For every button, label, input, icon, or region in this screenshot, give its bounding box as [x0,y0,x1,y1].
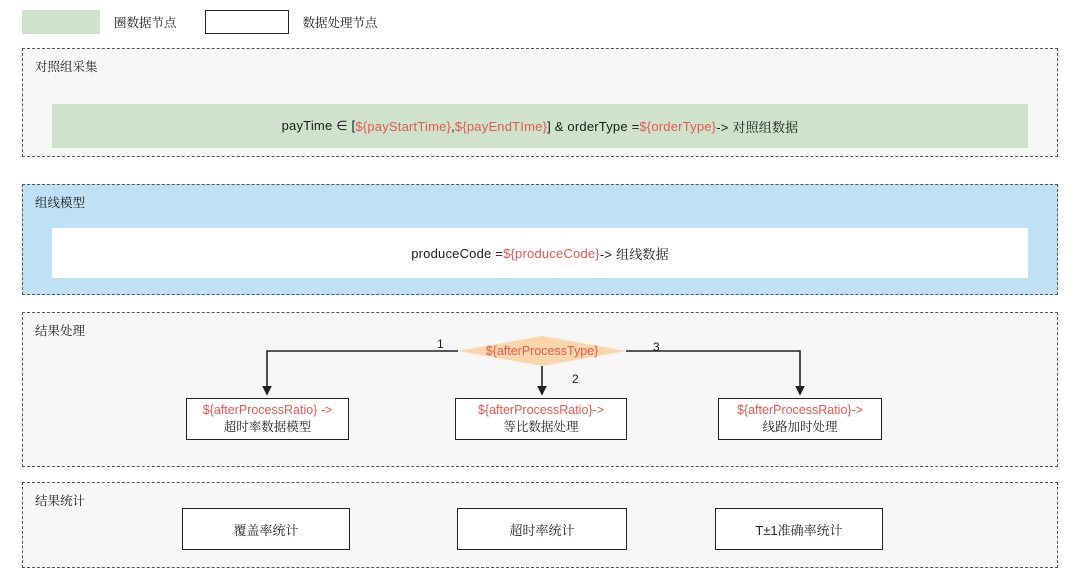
legend-swatch-process-node [205,10,289,34]
group-expr-tail: -> 组线数据 [599,246,669,262]
collect-expr-suffix: ] & orderType = [547,118,640,134]
result-node-2-line1: ${afterProcessRatio}-> [477,403,605,417]
stat-node-timeout-rate: 超时率统计 [457,508,627,550]
result-node-proportional-process [455,398,627,440]
group-data-node [52,228,1028,278]
result-node-line-time-add [718,398,882,440]
legend-label-data-node: 圈数据节点 [114,16,177,30]
collect-var-order-type: ${orderType} [639,118,717,134]
edge-label-1: 1 [437,337,444,351]
collect-data-node [52,104,1028,148]
decision-after-process-type [458,336,626,366]
collect-expr-mid: , [451,118,455,134]
result-node-3-line1: ${afterProcessRatio}-> [736,403,864,417]
result-node-3-line2: 线路加时处理 [762,420,838,434]
group-var-produce-code: ${produceCode} [503,245,600,261]
collect-var-pay-start-time: ${payStartTime} [355,118,452,134]
section-collect-title: 对照组采集 [35,60,98,74]
decision-label: ${afterProcessType} [485,344,599,358]
stat-node-t-accuracy-rate: T±1准确率统计 [715,508,883,550]
section-result-title: 结果处理 [35,324,86,338]
result-node-timeout-model [186,398,349,440]
section-group-title: 组线模型 [35,196,86,210]
collect-expr-tail: -> 对照组数据 [716,119,799,135]
collect-expr-prefix: payTime ∈ [ [281,118,356,133]
legend-label-process-node: 数据处理节点 [302,16,378,30]
collect-var-pay-end-time: ${payEndTIme} [454,118,548,134]
result-node-2-line2: 等比数据处理 [503,420,579,434]
result-node-1-line2: 超时率数据模型 [223,420,312,434]
stat-node-coverage-rate: 覆盖率统计 [182,508,350,550]
result-node-1-line1: ${afterProcessRatio} -> [202,403,333,417]
legend [22,8,1058,36]
edge-label-2: 2 [572,372,579,386]
edge-label-3: 3 [653,340,660,354]
group-expr-prefix: produceCode = [411,245,504,261]
legend-swatch-data-node [22,10,100,34]
section-stat-title: 结果统计 [35,494,86,508]
